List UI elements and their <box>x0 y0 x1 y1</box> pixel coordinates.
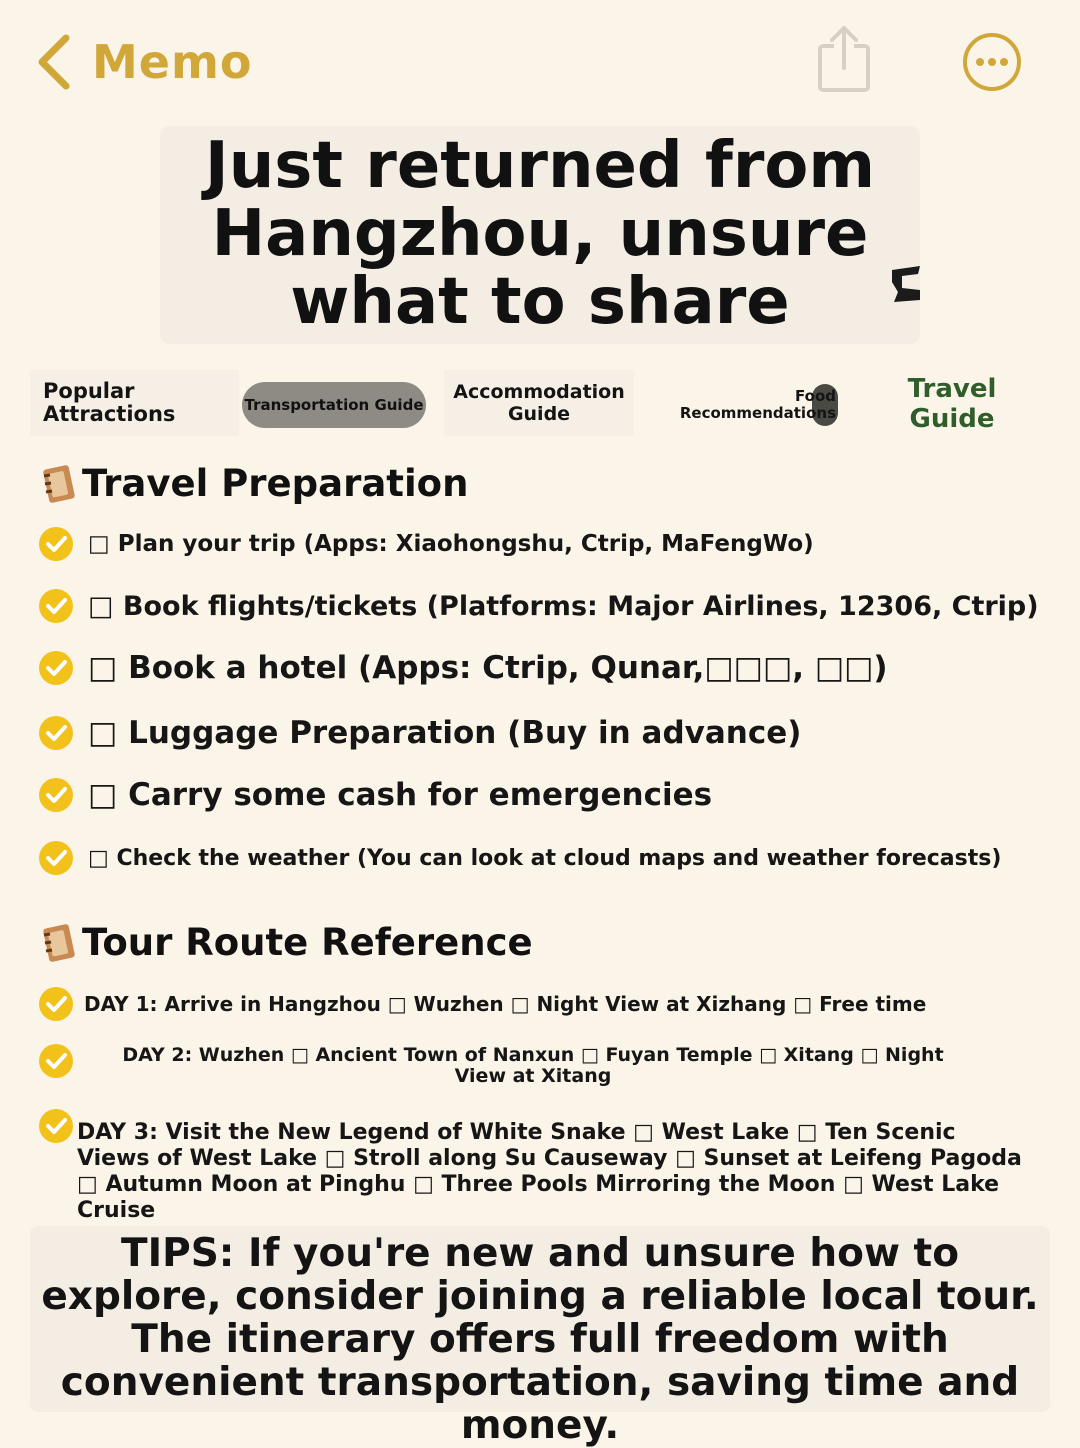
tab-label: Transportation Guide <box>244 395 424 414</box>
check-circle-icon <box>38 715 74 751</box>
back-button[interactable] <box>32 32 253 92</box>
tab-travel-guide[interactable] <box>860 374 1044 434</box>
check-circle-icon <box>38 986 74 1022</box>
tab-label: Travel Guide <box>860 374 1044 434</box>
route-day <box>38 986 1038 1026</box>
more-icon[interactable] <box>962 32 1022 92</box>
check-circle-icon <box>38 840 74 876</box>
checklist-text: □ Book flights/tickets (Platforms: Major Airlines, 12306, Ctrip) <box>88 590 1039 622</box>
section-title-route <box>38 921 533 964</box>
checklist-item <box>38 840 1001 876</box>
checklist-item <box>38 526 814 562</box>
check-circle-icon <box>38 777 74 813</box>
tab-accommodation-guide[interactable] <box>444 370 634 436</box>
tab-popular-attractions[interactable] <box>30 370 239 436</box>
top-bar <box>0 0 1080 130</box>
checklist-text: □ Plan your trip (Apps: Xiaohongshu, Ctrip, MaFengWo) <box>88 531 814 557</box>
check-circle-icon <box>38 1043 74 1079</box>
checklist-text: □ Luggage Preparation (Buy in advance) <box>88 715 802 751</box>
notebook-icon <box>38 464 76 504</box>
page-title: Just returned from Hangzhou, unsure what to share <box>204 129 876 339</box>
section-title-text: Travel Preparation <box>82 462 469 505</box>
notebook-icon <box>38 923 76 963</box>
chevron-left-icon <box>32 32 88 92</box>
tab-label: Popular Attractions <box>43 379 176 426</box>
section-title-preparation <box>38 462 468 505</box>
checklist-text: □ Check the weather (You can look at cloud maps and weather forecasts) <box>88 845 1002 871</box>
checklist-item <box>38 777 712 813</box>
back-label: Memo <box>92 35 253 89</box>
checklist-text: □ Book a hotel (Apps: Ctrip, Qunar,□□□, □□) <box>88 650 888 686</box>
check-circle-icon <box>38 650 74 686</box>
brush-mark-icon <box>886 262 926 306</box>
checklist-text: □ Carry some cash for emergencies <box>88 777 713 813</box>
checklist-item <box>38 715 801 751</box>
tips-text: TIPS: If you're new and unsure how to explore, consider joining a reliable local tour. The itinerary offers full freedom with convenient transportation, saving time and money. <box>41 1231 1039 1448</box>
check-circle-icon <box>38 588 74 624</box>
checklist-item <box>38 588 1039 624</box>
route-day-text: DAY 3: Visit the New Legend of White Snake □ West Lake □ Ten Scenic Views of West Lake □ Stroll along Su Causeway □ Sunset at Leifeng Pagoda □ Autumn Moon at Pinghu □ Three Pools Mirroring the Moon □ West Lake Cruise <box>77 1120 1022 1223</box>
tab-transportation-guide[interactable] <box>242 382 426 428</box>
tab-food-recommendations[interactable] <box>652 380 840 430</box>
check-circle-icon <box>38 1108 74 1144</box>
route-day-text: DAY 1: Arrive in Hangzhou □ Wuzhen □ Night View at Xizhang □ Free time <box>84 992 927 1016</box>
category-tabs <box>30 370 1060 440</box>
share-icon[interactable] <box>812 24 876 96</box>
check-circle-icon <box>38 526 74 562</box>
section-title-text: Tour Route Reference <box>82 921 533 964</box>
route-day <box>38 1043 1038 1093</box>
route-day-text: DAY 2: Wuzhen □ Ancient Town of Nanxun □ Fuyan Temple □ Xitang □ Night View at Xitang <box>122 1044 944 1087</box>
checklist-item <box>38 650 888 686</box>
tab-label: Accommodation Guide <box>453 381 625 425</box>
route-day <box>38 1108 1038 1223</box>
tab-label: Food Recommendations <box>679 387 836 422</box>
